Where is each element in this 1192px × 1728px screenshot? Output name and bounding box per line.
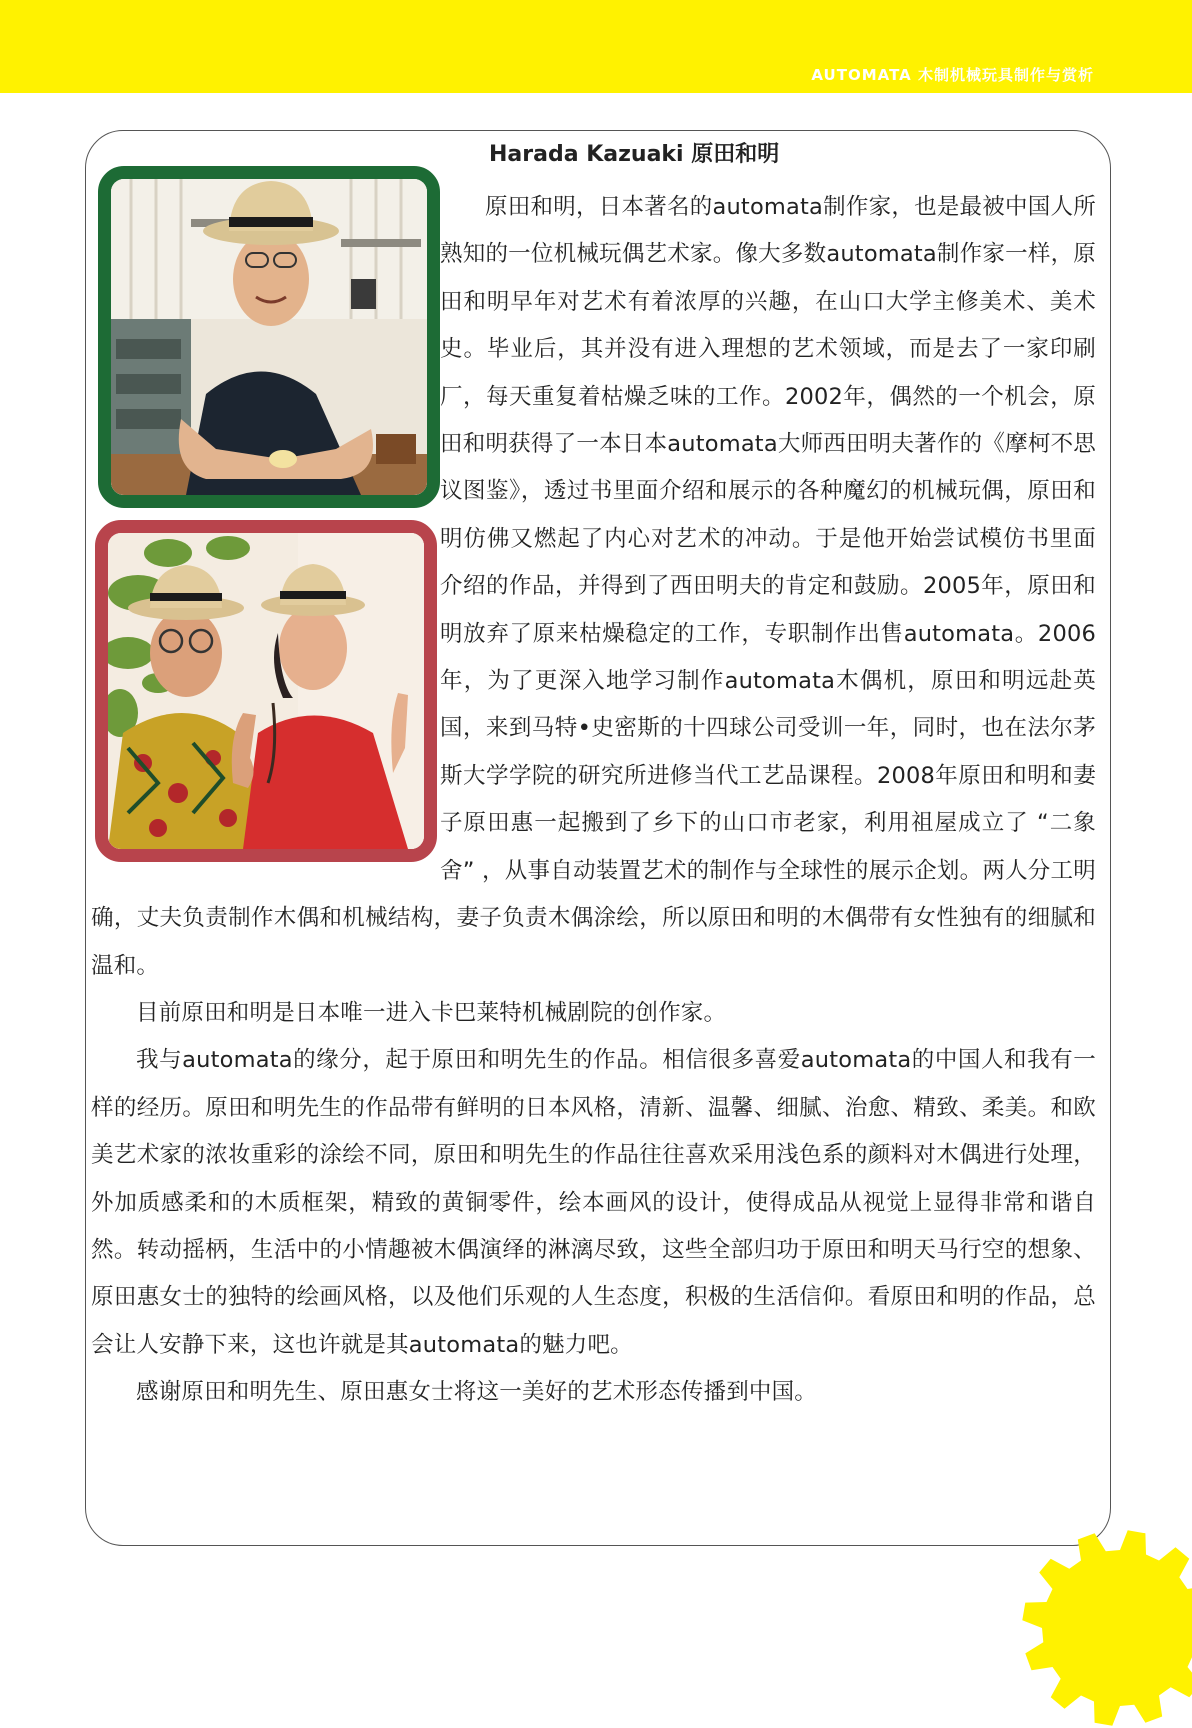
paragraph-4: 感谢原田和明先生、原田惠女士将这一美好的艺术形态传播到中国。 — [136, 1379, 818, 1406]
paragraph-3: 我与automata的缘分，起于原田和明先生的作品。相信很多喜爱automata的中国人和我有一样的经历。原田和明先生的作品带有鲜明的日本风格，清新、温馨、细腻、治愈、精致、柔美。和欧美艺术家的浓妆重彩的涂绘不同，原田和明先生的作品往往喜欢采用浅色系的颜料对木偶进行处理，外加质感柔和的木质框架，精致的黄铜零件，绘本画风的设计，使得成品从视觉上显得非常和谐自然。转动摇柄，生活中的小情趣被木偶演绎的淋漓尽致，这些全部归功于原田和明天马行空的想象、原田惠女士的独特的绘画风格，以及他们乐观的人生态度，积极的生活信仰。看原田和明的作品，总会让人安静下来，这也许就是其automata的魅力吧。 — [91, 1047, 1096, 1358]
paragraph-2: 目前原田和明是日本唯一进入卡巴莱特机械剧院的创作家。 — [136, 999, 727, 1026]
article-title: Harada Kazuaki 原田和明 — [489, 142, 780, 167]
gear-icon — [1020, 1528, 1192, 1728]
header-title: AUTOMATA 木制机械玩具制作与赏析 — [811, 66, 1094, 84]
photo-float-spacer — [91, 184, 440, 867]
article-body — [91, 184, 1096, 1417]
gear-teeth — [1022, 1530, 1192, 1725]
paragraph-1: 原田和明，日本著名的automata制作家，也是最被中国人所熟知的一位机械玩偶艺术家。像大多数automata制作家一样，原田和明早年对艺术有着浓厚的兴趣，在山口大学主修美术、美术史。毕业后，其并没有进入理想的艺术领域，而是去了一家印刷厂，每天重复着枯燥乏味的工作。2002年，偶然的一个机会，原田和明获得了一本日本automata大师西田明夫著作的《摩柯不思议图鉴》，透过书里面介绍和展示的各种魔幻的机械玩偶，原田和明仿佛又燃起了内心对艺术的冲动。于是他开始尝试模仿书里面介绍的作品，并得到了西田明夫的肯定和鼓励。2005年，原田和明放弃了原来枯燥稳定的工作，专职制作出售automata。2006年，为了更深入地学习制作automata木偶机，原田和明远赴英国，来到马特•史密斯的十四球公司受训一年，同时，也在法尔茅斯大学学院的研究所进修当代工艺品课程。2008年原田和明和妻子原田惠一起搬到了乡下的山口市老家，利用祖屋成立了 “二象舍” ，从事自动装置艺术的制作与全球性的展示企划。两人分工明确，丈夫负责制作木偶和机械结构，妻子负责木偶涂绘，所以原田和明的木偶带有女性独有的细腻和温和。 — [91, 194, 1096, 979]
header-band — [0, 0, 1192, 93]
